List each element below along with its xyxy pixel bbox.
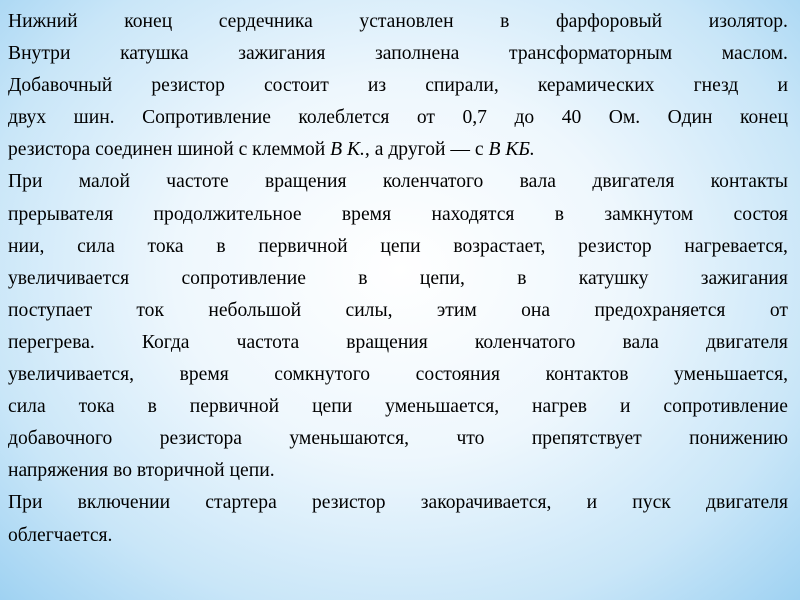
word: малой	[78, 171, 130, 193]
word: понижению	[689, 428, 788, 450]
word: из	[367, 75, 387, 97]
word: перегрева.	[8, 331, 95, 353]
word: сила	[77, 235, 115, 257]
word: вала	[622, 331, 659, 353]
word: в	[517, 267, 527, 289]
word: первичной	[258, 235, 348, 257]
text-line	[8, 295, 788, 327]
word: состояния	[415, 364, 501, 386]
word: катушка	[120, 43, 189, 65]
terminal-label-vk: В К.,	[330, 139, 370, 161]
text-line	[8, 391, 788, 423]
word: 0,7	[462, 107, 487, 129]
word: Нижний	[8, 11, 78, 32]
word: колеблется	[298, 107, 390, 129]
word: Ом.	[608, 107, 641, 129]
word: цепи,	[419, 267, 465, 289]
word: вала	[519, 171, 557, 193]
word: вращения	[264, 171, 347, 193]
word: При	[8, 492, 43, 514]
word: ток	[136, 299, 164, 321]
word: время	[341, 203, 392, 225]
word: резистора	[159, 428, 242, 450]
word: сопротивление	[663, 396, 788, 418]
word: маслом.	[721, 43, 788, 65]
text-line	[8, 166, 788, 198]
word: резистор	[312, 492, 386, 514]
word: нагрев	[532, 396, 588, 418]
text-line	[8, 487, 788, 519]
word: включении	[77, 492, 171, 514]
word: шин.	[73, 107, 115, 129]
word: в	[216, 235, 226, 257]
word: состоя	[733, 203, 788, 225]
word: катушку	[578, 267, 649, 289]
word: прерывателя	[8, 203, 114, 225]
word: и	[619, 396, 631, 418]
text-line	[8, 70, 788, 102]
word: двигателя	[592, 171, 675, 193]
word: стартера	[205, 492, 277, 514]
word: конец	[739, 107, 788, 129]
terminal-label-vkb: В КБ.	[488, 139, 535, 161]
word: в	[147, 396, 157, 418]
word: двигателя	[705, 492, 788, 514]
word: 40	[561, 107, 582, 129]
word: нии,	[8, 235, 45, 257]
word: вращения	[346, 331, 428, 353]
word: зажигания	[700, 267, 788, 289]
text-line	[8, 359, 788, 391]
word: резистор	[578, 235, 652, 257]
word: предохраняется	[594, 299, 726, 321]
word: резистор	[151, 75, 225, 97]
word: Один	[667, 107, 713, 129]
word: этим	[436, 299, 477, 321]
word: коленчатого	[382, 171, 484, 193]
word: и	[777, 75, 788, 97]
word: гнезд	[693, 75, 739, 97]
word: первичной	[189, 396, 280, 418]
word: коленчатого	[474, 331, 576, 353]
word: изолятор.	[708, 11, 788, 32]
word: При	[8, 171, 43, 193]
word: до	[514, 107, 535, 129]
text-line	[8, 199, 788, 231]
word: Добавочный	[8, 75, 113, 97]
text-line: напряжения во вторичной цепи.	[8, 460, 275, 482]
word: заполнена	[375, 43, 460, 65]
word: что	[456, 428, 485, 450]
word: возрастает,	[453, 235, 546, 257]
text-line: облегчается.	[8, 524, 113, 546]
word: закорачивается,	[420, 492, 552, 514]
word: установлен	[359, 11, 454, 32]
text-line	[8, 38, 788, 70]
word: препятствует	[531, 428, 642, 450]
text-run: а другой — с	[369, 139, 489, 161]
word: в	[554, 203, 565, 225]
word: продолжительное	[153, 203, 302, 225]
word: зажигания	[238, 43, 326, 65]
word: поступает	[8, 299, 93, 321]
text-line	[8, 327, 788, 359]
word: небольшой	[208, 299, 302, 321]
word: в	[358, 267, 368, 289]
text-line	[8, 134, 792, 166]
slide-text	[8, 6, 792, 552]
text-line	[8, 102, 788, 134]
word: цепи	[380, 235, 421, 257]
word: двигателя	[705, 331, 788, 353]
word: керамических	[537, 75, 655, 97]
word: цепи	[312, 396, 353, 418]
word: в	[500, 11, 510, 32]
word: она	[521, 299, 551, 321]
word: от	[416, 107, 435, 129]
word: пуск	[632, 492, 671, 514]
word: уменьшается,	[385, 396, 500, 418]
text-line	[8, 6, 788, 38]
word: двух	[8, 107, 47, 129]
word: уменьшается,	[674, 364, 788, 386]
word: время	[179, 364, 229, 386]
text-run: резистора соединен шиной с клеммой	[8, 139, 331, 161]
word: состоит	[263, 75, 329, 97]
word: Внутри	[8, 43, 71, 65]
word: Когда	[141, 331, 190, 353]
word: уменьшаются,	[289, 428, 410, 450]
word: контактов	[545, 364, 629, 386]
word: тока	[78, 396, 115, 418]
text-line	[8, 423, 788, 455]
word: контакты	[710, 171, 788, 193]
word: находятся	[431, 203, 515, 225]
word: нагревается,	[684, 235, 788, 257]
word: спирали,	[425, 75, 499, 97]
word: трансформаторным	[509, 43, 673, 65]
word: Сопротивление	[142, 107, 271, 129]
word: тока	[147, 235, 184, 257]
word: частота	[236, 331, 300, 353]
word: добавочного	[8, 428, 113, 450]
word: и	[586, 492, 598, 514]
word: фарфоровый	[555, 11, 663, 32]
word: частоте	[166, 171, 229, 193]
text-line	[8, 231, 788, 263]
word: увеличивается,	[8, 364, 135, 386]
word: конец	[124, 11, 173, 32]
text-line	[8, 263, 788, 295]
word: замкнутом	[604, 203, 694, 225]
word: силы,	[345, 299, 393, 321]
word: увеличивается	[8, 267, 130, 289]
word: сомкнутого	[274, 364, 371, 386]
word: сердечника	[218, 11, 313, 32]
word: сопротивление	[181, 267, 306, 289]
word: от	[769, 299, 788, 321]
word: сила	[8, 396, 46, 418]
